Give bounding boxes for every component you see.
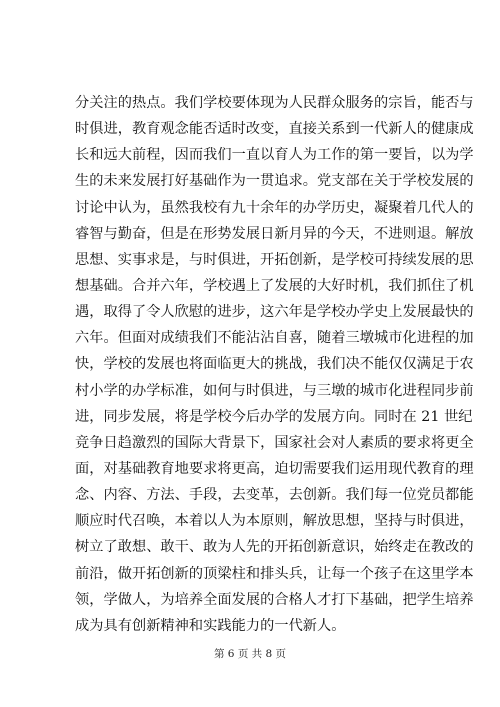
text-line: 时俱进，教育观念能否适时改变，直接关系到一代新人的健康成 <box>75 121 474 138</box>
text-line: 睿智与勤奋，但是在形势发展日新月异的今天，不进则退。解放 <box>75 225 474 242</box>
text-line: 思想、实事求是，与时俱进，开拓创新，是学校可持续发展的思 <box>75 251 474 268</box>
text-line: 树立了敢想、敢干、敢为人先的开拓创新意识，始终走在教改的 <box>75 539 474 556</box>
text-line: 面，对基础教育地要求将更高，迫切需要我们运用现代教育的理 <box>75 460 474 477</box>
body-text <box>75 90 474 639</box>
text-line: 遇，取得了令人欣慰的进步，这六年是学校办学史上发展最快的 <box>75 304 474 321</box>
text-line: 成为具有创新精神和实践能力的一代新人。 <box>75 617 346 634</box>
text-line: 长和远大前程，因而我们一直以育人为工作的第一要旨，以为学 <box>75 147 474 164</box>
text-line: 想基础。合并六年，学校遇上了发展的大好时机，我们抓住了机 <box>75 277 474 294</box>
text-line: 生的未来发展打好基础作为一贯追求。党支部在关于学校发展的 <box>75 173 474 190</box>
text-line: 顺应时代召唤，本着以人为本原则，解放思想，坚持与时俱进， <box>75 513 474 530</box>
text-line: 村小学的办学标准，如何与时俱进，与三墩的城市化进程同步前 <box>75 382 474 399</box>
text-line: 前沿，做开拓创新的顶梁柱和排头兵，让每一个孩子在这里学本 <box>75 565 474 582</box>
text-line: 快，学校的发展也将面临更大的挑战，我们决不能仅仅满足于农 <box>75 356 474 373</box>
text-line: 讨论中认为，虽然我校有九十余年的办学历史，凝聚着几代人的 <box>75 199 474 216</box>
text-line: 领，学做人，为培养全面发展的合格人才打下基础，把学生培养 <box>75 591 474 608</box>
text-line: 分关注的热点。我们学校要体现为人民群众服务的宗旨，能否与 <box>75 95 474 111</box>
text-line: 竞争日趋激烈的国际大背景下，国家社会对人素质的要求将更全 <box>75 434 474 451</box>
page-footer: 第 6 页 共 8 页 <box>213 648 287 660</box>
text-line: 念、内容、方法、手段，去变革，去创新。我们每一位党员都能 <box>75 487 474 504</box>
text-line: 进，同步发展，将是学校今后办学的发展方向。同时在 21 世纪 <box>75 408 473 425</box>
text-line: 六年。但面对成绩我们不能沾沾自喜，随着三墩城市化进程的加 <box>75 330 474 347</box>
